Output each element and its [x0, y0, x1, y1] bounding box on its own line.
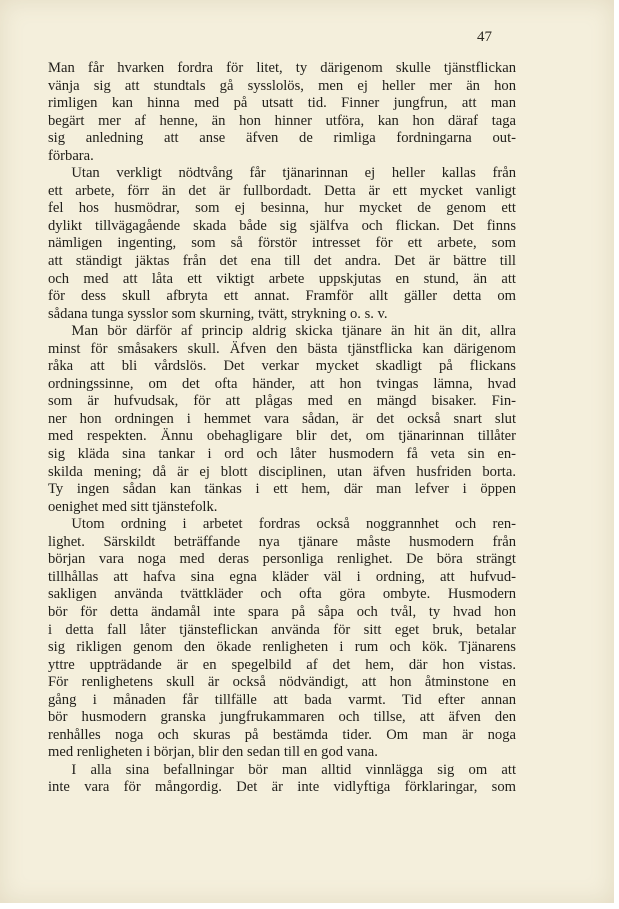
text-line: inte vara för mångordig. Det är inte vidlyftiga förklaringar, som: [48, 779, 516, 796]
text-line: sådana tunga sysslor som skurning, tvätt, strykning o. s. v.: [48, 305, 388, 322]
text-line: tillhållas att hafva sina egna kläder väl i ordning, att hufvud-: [48, 568, 516, 585]
text-line: rimligen kan hinna med på utsatt tid. Finner jungfrun, att man: [48, 95, 516, 112]
text-line: sakligen använda tvättkläder och ofta göra ombyte. Husmodern: [48, 586, 516, 603]
page-number: 47: [477, 29, 492, 45]
text-line: Man får hvarken fordra för litet, ty därigenom skulle tjänstflickan: [48, 60, 516, 76]
text-line: bör för detta ändamål inte spara på såpa och tvål, ty hvad hon: [48, 603, 516, 620]
body-text: [48, 60, 516, 797]
text-line: förbara.: [48, 147, 94, 164]
text-line: oenighet med sitt tjänstefolk.: [48, 498, 218, 515]
text-line: med respekten. Ännu obehagligare blir det, om tjänarinnan tillåter: [48, 428, 516, 445]
text-line: vänja sig att stundtals gå sysslolös, men ej heller mer än hon: [48, 77, 516, 94]
text-line: nämligen ingenting, som så förstör intresset för ett arbete, som: [48, 235, 516, 252]
text-line: Utom ordning i arbetet fordras också noggrannhet och ren-: [71, 516, 516, 533]
text-line: ordningssinne, om det ofta händer, att hon tvingas lämna, hvad: [48, 375, 516, 392]
text-line: början vara noga med deras personliga renlighet. De böra strängt: [48, 551, 516, 568]
text-line: minst för småsakers skull. Äfven den bästa tjänstflicka kan därigenom: [48, 340, 516, 357]
text-line: sig kläda sina tankar i ord och låter husmodern få veta sin en-: [48, 446, 516, 463]
text-line: bör husmodern granska jungfrukammaren och tillse, att äfven den: [48, 709, 516, 726]
text-line: i detta fall låter tjänsteflickan använda för sitt eget bruk, betalar: [48, 621, 516, 638]
text-line: Utan verkligt nödtvång får tjänarinnan ej heller kallas från: [71, 165, 516, 182]
text-line: renhålles noga och skuras på bestämda tider. Om man är noga: [48, 726, 516, 743]
text-line: fel hos husmödrar, som ej besinna, hur mycket de genom ett: [48, 200, 516, 217]
text-line: begärt mer af henne, än hon hinner utföra, kan hon däraf taga: [48, 112, 516, 129]
text-line: skilda mening; då är ej blott disciplinen, utan äfven husfriden borta.: [48, 463, 516, 480]
text-line: Man bör därför af princip aldrig skicka tjänare än hit än dit, allra: [71, 323, 516, 340]
text-line: Ty ingen sådan kan tänkas i ett hem, där man lefver i öppen: [48, 481, 516, 498]
text-line: ner hon ordningen i hemmet vara sådan, är det också snart slut: [48, 410, 516, 427]
text-line: För renlighetens skull är också nödvändigt, att hon åtminstone en: [48, 674, 516, 691]
text-line: och med att låta ett viktigt arbete uppskjutas en stund, än att: [48, 270, 516, 287]
text-line: med renligheten i början, blir den sedan till en god vana.: [48, 744, 378, 761]
text-line: som är hufvudsak, för att plågas med en mängd bisaker. Fin-: [48, 393, 516, 410]
text-line: sig rikligen genom den ökade renligheten i rum och kök. Tjänarens: [48, 639, 516, 656]
text-line: för dess skull afbryta ett annat. Framför allt gäller detta om: [48, 288, 516, 305]
text-line: I alla sina befallningar bör man alltid vinnlägga sig om att: [71, 761, 516, 778]
text-line: gång i månaden får tillfälle att bada varmt. Tid efter annan: [48, 691, 516, 708]
text-line: sig anledning att anse äfven de rimliga fordningarna out-: [48, 130, 516, 147]
text-line: ett arbete, förr än det är fullbordadt. Detta är ett mycket vanligt: [48, 182, 516, 199]
text-line: lighet. Särskildt beträffande nya tjänare måste husmodern från: [48, 533, 516, 550]
text-line: yttre uppträdande är en spegelbild af det hem, där hon vistas.: [48, 656, 516, 673]
text-line: dylikt tillvägagående skada både sig själfva och flickan. Det finns: [48, 217, 516, 234]
text-line: att ständigt jäktas från det ena till det andra. Det är bättre till: [48, 253, 516, 270]
text-line: råka att bli vårdslös. Det verkar mycket skadligt på flickans: [48, 358, 516, 375]
